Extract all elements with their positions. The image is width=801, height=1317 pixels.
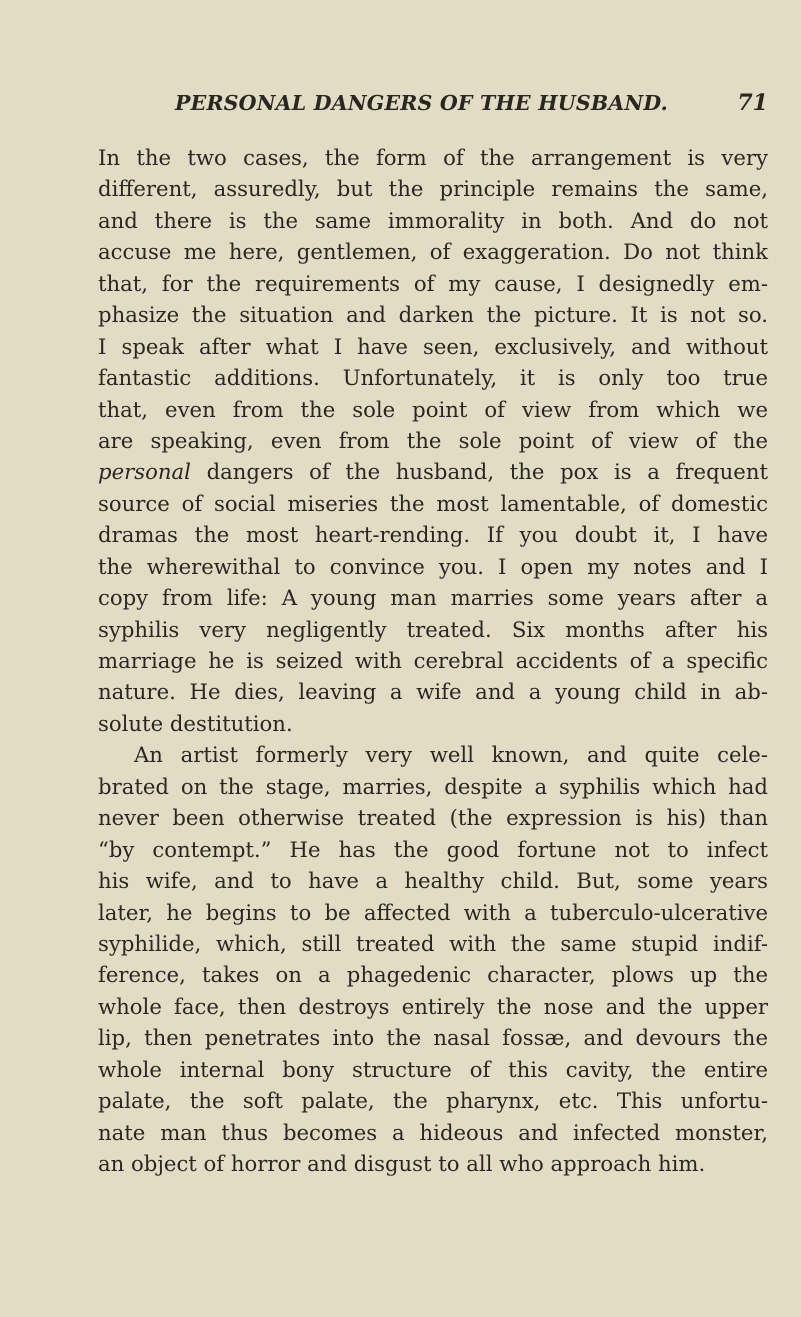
text-line: whole internal bony structure of this cavity, the entire	[98, 1056, 768, 1082]
text-line: ference, takes on a phagedenic character, plows up the	[98, 962, 768, 988]
text-line: palate, the soft palate, the pharynx, etc. This unfortu-	[98, 1088, 768, 1114]
text-line: that, for the requirements of my cause, I designedly em-	[98, 270, 768, 296]
text-line: solute destitution.	[98, 710, 293, 736]
text-line: personal dangers of the husband, the pox is a frequent	[98, 459, 768, 485]
text-line: different, assuredly, but the principle remains the same,	[98, 176, 768, 202]
page-number: 71	[737, 90, 768, 116]
text-line: An artist formerly very well known, and quite cele-	[134, 742, 768, 768]
text-line: dramas the most heart-rending. If you doubt it, I have	[98, 522, 768, 548]
text-line: and there is the same immorality in both. And do not	[98, 207, 768, 233]
text-line: later, he begins to be affected with a tuberculo-ulcerative	[98, 899, 768, 925]
running-title: PERSONAL DANGERS OF THE HUSBAND.	[175, 91, 669, 115]
text-line: lip, then penetrates into the nasal fossæ, and devours the	[98, 1025, 768, 1051]
text-line: never been otherwise treated (the expression is his) than	[98, 805, 768, 831]
text-line: source of social miseries the most lamentable, of domestic	[98, 490, 768, 516]
text-line: syphilide, which, still treated with the same stupid indif-	[98, 930, 768, 956]
text-line: copy from life: A young man marries some years after a	[98, 585, 768, 611]
text-line: accuse me here, gentlemen, of exaggeration. Do not think	[98, 239, 768, 265]
text-line: In the two cases, the form of the arrangement is very	[98, 145, 768, 170]
text-line: whole face, then destroys entirely the nose and the upper	[98, 993, 768, 1019]
text-line: marriage he is seized with cerebral accidents of a specific	[98, 648, 768, 673]
running-head	[98, 88, 768, 118]
text-line: brated on the stage, marries, despite a syphilis which had	[98, 773, 768, 799]
text-line: syphilis very negligently treated. Six months after his	[98, 616, 768, 642]
body-text	[98, 142, 768, 1179]
paragraph	[98, 142, 768, 739]
text-line: the wherewithal to convince you. I open my notes and I	[98, 553, 768, 579]
text-line: nate man thus becomes a hideous and infected monster,	[98, 1119, 768, 1145]
text-line: an object of horror and disgust to all who approach him.	[98, 1151, 706, 1176]
text-line: are speaking, even from the sole point of view of the	[98, 427, 768, 453]
paragraph	[98, 739, 768, 1179]
text-line: that, even from the sole point of view from which we	[98, 396, 768, 422]
text-line: his wife, and to have a healthy child. But, some years	[98, 868, 768, 894]
text-line: fantastic additions. Unfortunately, it is only too true	[98, 365, 768, 391]
text-line: phasize the situation and darken the picture. It is not so.	[98, 302, 768, 328]
text-line: nature. He dies, leaving a wife and a young child in ab-	[98, 679, 768, 705]
text-line: I speak after what I have seen, exclusively, and without	[98, 333, 768, 359]
text-line: “by contempt.” He has the good fortune not to infect	[98, 836, 768, 862]
italic-word: personal	[98, 459, 191, 485]
